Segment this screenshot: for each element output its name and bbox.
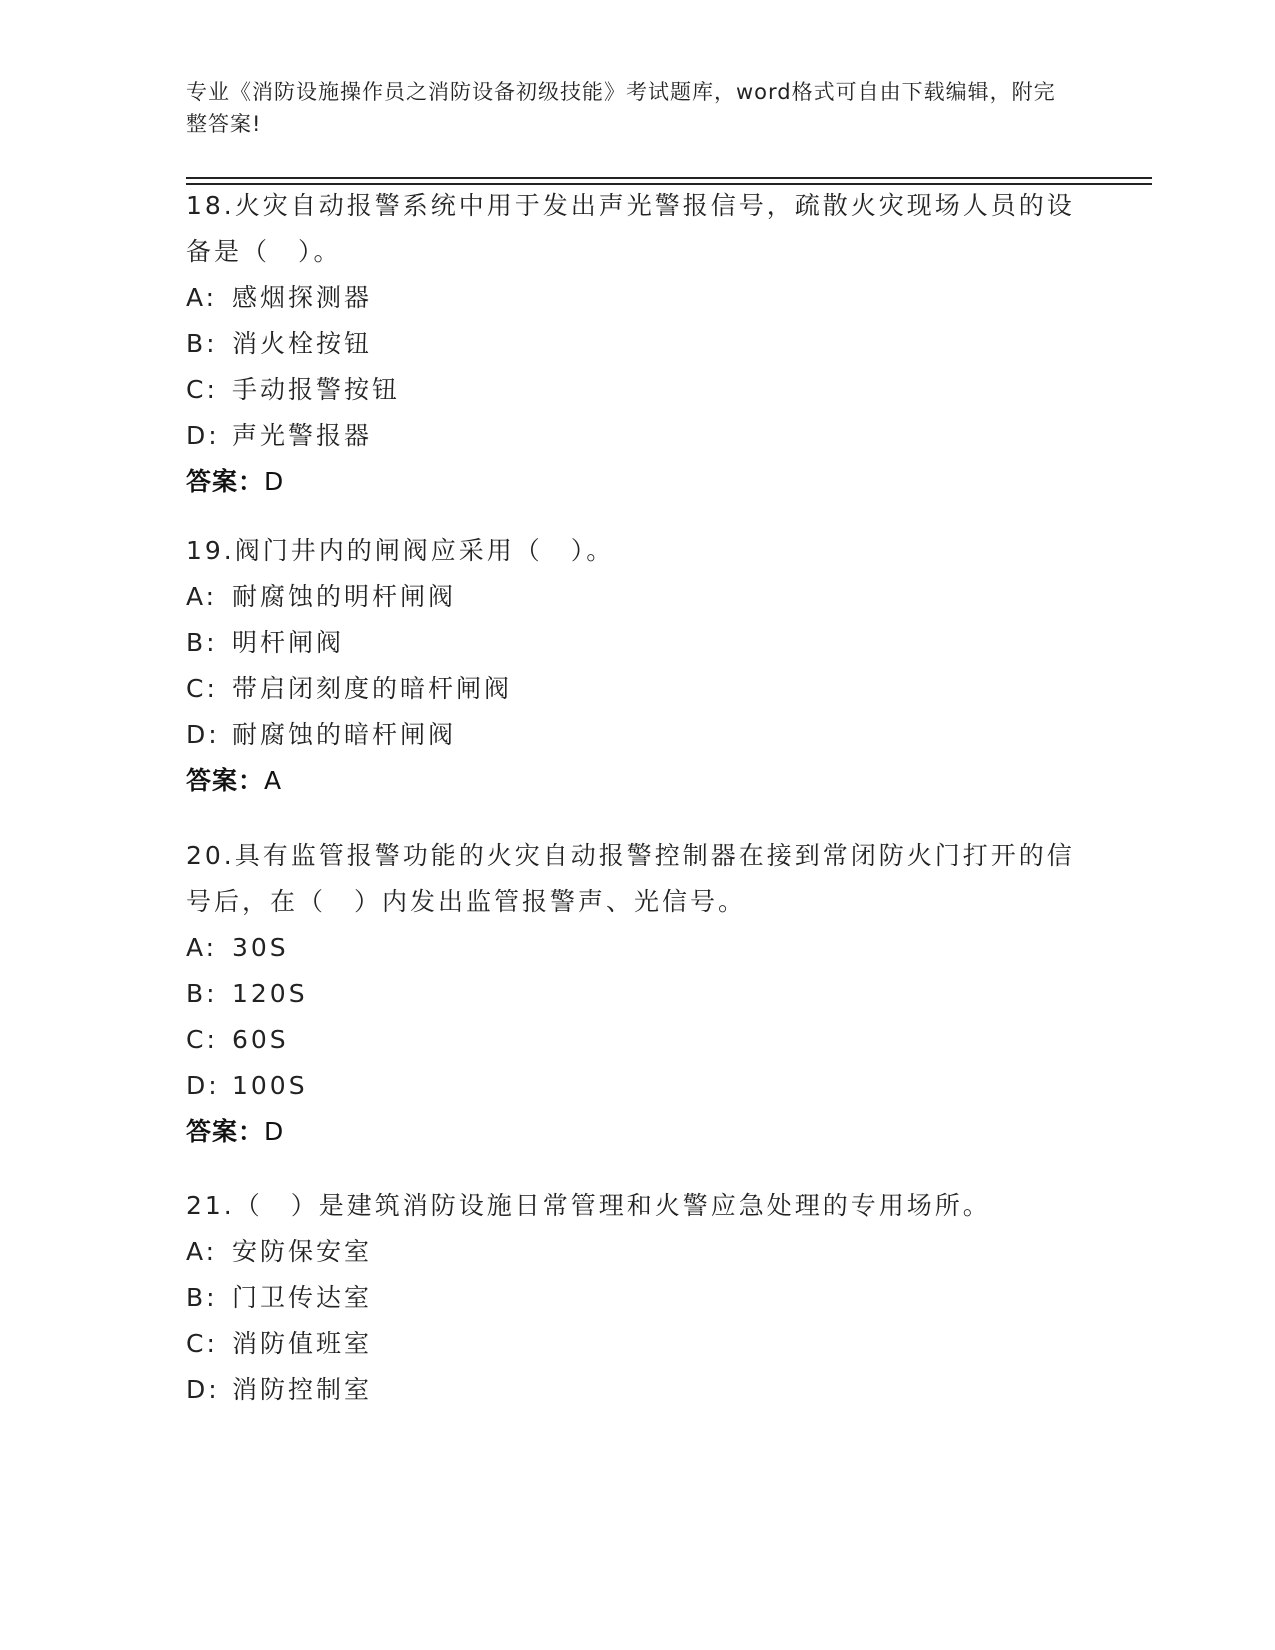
option-d xyxy=(186,712,1086,758)
option-c xyxy=(186,1321,1086,1367)
option-text: 100S xyxy=(232,1071,308,1100)
option-b xyxy=(186,321,1086,367)
option-text: 耐腐蚀的明杆闸阀 xyxy=(232,582,457,611)
question-21 xyxy=(186,1183,1086,1413)
option-letter: A: xyxy=(186,933,218,962)
option-text: 带启闭刻度的暗杆闸阀 xyxy=(232,674,513,703)
option-letter: C: xyxy=(186,674,218,703)
option-c xyxy=(186,367,1086,413)
option-a xyxy=(186,574,1086,620)
option-a xyxy=(186,1229,1086,1275)
question-19 xyxy=(186,528,1086,804)
question-18 xyxy=(186,183,1086,505)
option-a xyxy=(186,925,1086,971)
option-letter: D: xyxy=(186,720,220,749)
answer-label: 答案： xyxy=(186,766,265,795)
option-a xyxy=(186,275,1086,321)
option-letter: D: xyxy=(186,1375,220,1404)
question-stem: 20.具有监管报警功能的火灾自动报警控制器在接到常闭防火门打开的信号后，在（ ）内发出监管报警声、光信号。 xyxy=(186,841,1075,916)
option-letter: B: xyxy=(186,329,218,358)
option-text: 门卫传达室 xyxy=(232,1283,373,1312)
option-letter: B: xyxy=(186,1283,218,1312)
question-stem: 19.阀门井内的闸阀应采用（ ）。 xyxy=(186,536,615,565)
option-text: 声光警报器 xyxy=(232,421,373,450)
option-letter: C: xyxy=(186,1329,218,1358)
answer-value: D xyxy=(264,467,285,496)
option-text: 60S xyxy=(232,1025,289,1054)
option-letter: C: xyxy=(186,375,218,404)
answer-line xyxy=(186,758,1086,804)
option-letter: B: xyxy=(186,628,218,657)
option-letter: D: xyxy=(186,421,220,450)
answer-line xyxy=(186,459,1086,505)
option-letter: D: xyxy=(186,1071,220,1100)
option-letter: C: xyxy=(186,1025,218,1054)
answer-label: 答案： xyxy=(186,467,265,496)
option-text: 30S xyxy=(232,933,289,962)
option-letter: B: xyxy=(186,979,218,1008)
option-text: 消防值班室 xyxy=(232,1329,373,1358)
option-letter: A: xyxy=(186,1237,218,1266)
option-letter: A: xyxy=(186,283,218,312)
option-b xyxy=(186,971,1086,1017)
option-b xyxy=(186,620,1086,666)
answer-value: A xyxy=(264,766,283,795)
option-text: 消防控制室 xyxy=(232,1375,373,1404)
answer-line xyxy=(186,1109,1086,1155)
option-text: 120S xyxy=(232,979,308,1008)
question-stem: 21.（ ）是建筑消防设施日常管理和火警应急处理的专用场所。 xyxy=(186,1191,991,1220)
answer-label: 答案： xyxy=(186,1117,265,1146)
option-c xyxy=(186,1017,1086,1063)
option-text: 明杆闸阀 xyxy=(232,628,345,657)
answer-value: D xyxy=(264,1117,285,1146)
option-text: 感烟探测器 xyxy=(232,283,373,312)
option-text: 耐腐蚀的暗杆闸阀 xyxy=(232,720,457,749)
question-20 xyxy=(186,833,1086,1155)
option-text: 手动报警按钮 xyxy=(232,375,401,404)
option-text: 消火栓按钮 xyxy=(232,329,373,358)
option-b xyxy=(186,1275,1086,1321)
header-divider-top xyxy=(186,177,1152,179)
question-stem: 18.火灾自动报警系统中用于发出声光警报信号，疏散火灾现场人员的设备是（ ）。 xyxy=(186,191,1075,266)
option-d xyxy=(186,413,1086,459)
option-c xyxy=(186,666,1086,712)
option-d xyxy=(186,1063,1086,1109)
option-d xyxy=(186,1367,1086,1413)
option-letter: A: xyxy=(186,582,218,611)
option-text: 安防保安室 xyxy=(232,1237,373,1266)
document-intro: 专业《消防设施操作员之消防设备初级技能》考试题库，word格式可自由下载编辑，附完整答案! xyxy=(186,80,1056,136)
